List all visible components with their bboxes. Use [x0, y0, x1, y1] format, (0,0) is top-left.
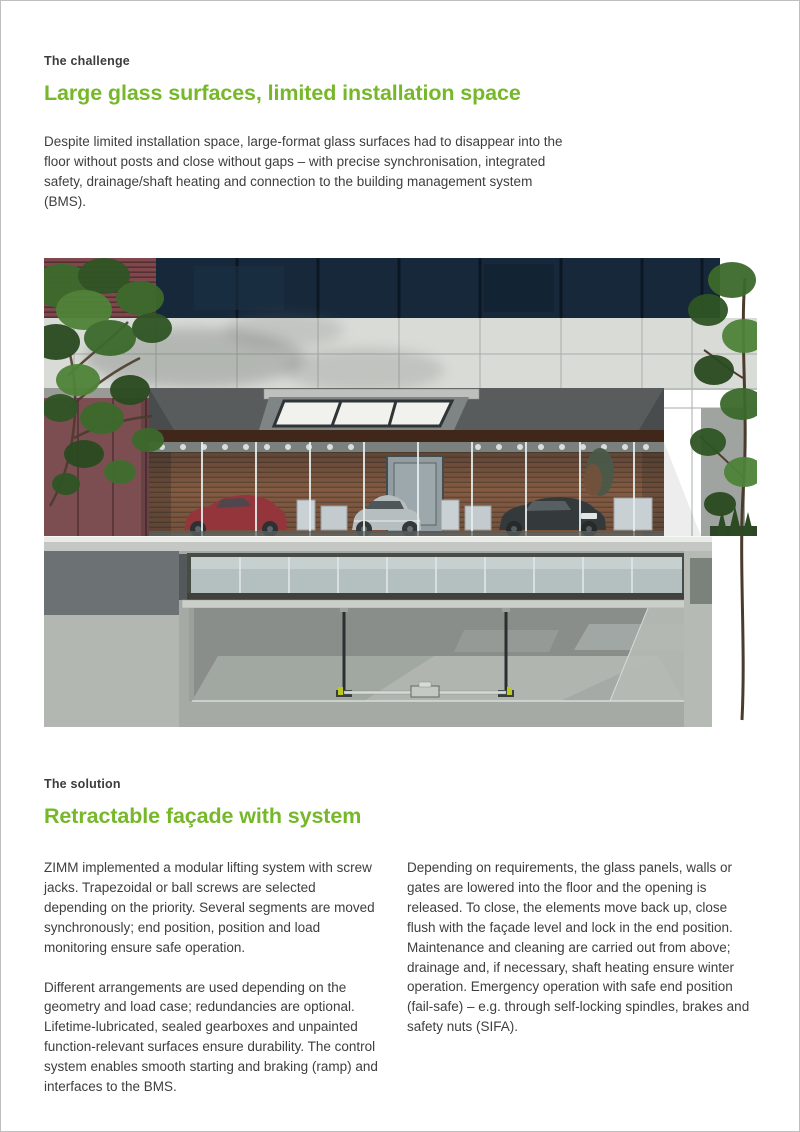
page-content	[1, 54, 799, 1117]
solution-columns	[44, 858, 756, 1116]
building-cross-section-image	[44, 258, 757, 727]
solution-left-column	[44, 858, 381, 1116]
solution-right-column	[407, 858, 756, 1116]
building-cross-section-figure	[44, 258, 757, 727]
skylight	[274, 401, 452, 426]
floor-slab	[44, 536, 712, 551]
central-gearbox	[411, 686, 439, 697]
basement-shaft-section	[44, 551, 712, 727]
solution-kicker: The solution	[44, 776, 121, 791]
solution-paragraph: ZIMM implemented a modular lifting system with screw jacks. Trapezoidal or ball screws are selected depending on the priority. Several segments are moved synchronously; end position, position and load monitoring ensure safe operation.	[44, 860, 375, 955]
challenge-body-text: Despite limited installation space, large-format glass surfaces had to disappear into the floor without posts and close without gaps – with precise synchronisation, integrated safety, drainage/shaft heating and connection to the building management system (BMS).	[44, 133, 563, 210]
glass-facade	[149, 442, 664, 536]
solution-paragraph: Depending on requirements, the glass panels, walls or gates are lowered into the floor and the opening is released. To close, the elements move back up, close flush with the façade level and lock in the end position. Maintenance and cleaning are carried out from above; drainage and, if necessary, shaft heating ensure winter operation. Emergency operation with safe end position (fail-safe) – e.g. through self-locking spindles, brakes and safety nuts (SIFA).	[407, 860, 750, 1035]
showroom-interior	[149, 430, 664, 537]
challenge-kicker: The challenge	[44, 54, 130, 68]
solution-paragraph: Different arrangements are used depending on the geometry and load case; redundancies are optional. Lifetime-lubricated, sealed gearboxes and unpainted function-relevant surfaces ensure durability. The control system enables smooth starting and braking (ramp) and interfaces to the BMS.	[44, 979, 378, 1094]
solution-heading: Retractable façade with system	[44, 803, 362, 828]
challenge-heading: Large glass surfaces, limited installation space	[44, 81, 521, 105]
showroom-recess	[149, 388, 664, 430]
